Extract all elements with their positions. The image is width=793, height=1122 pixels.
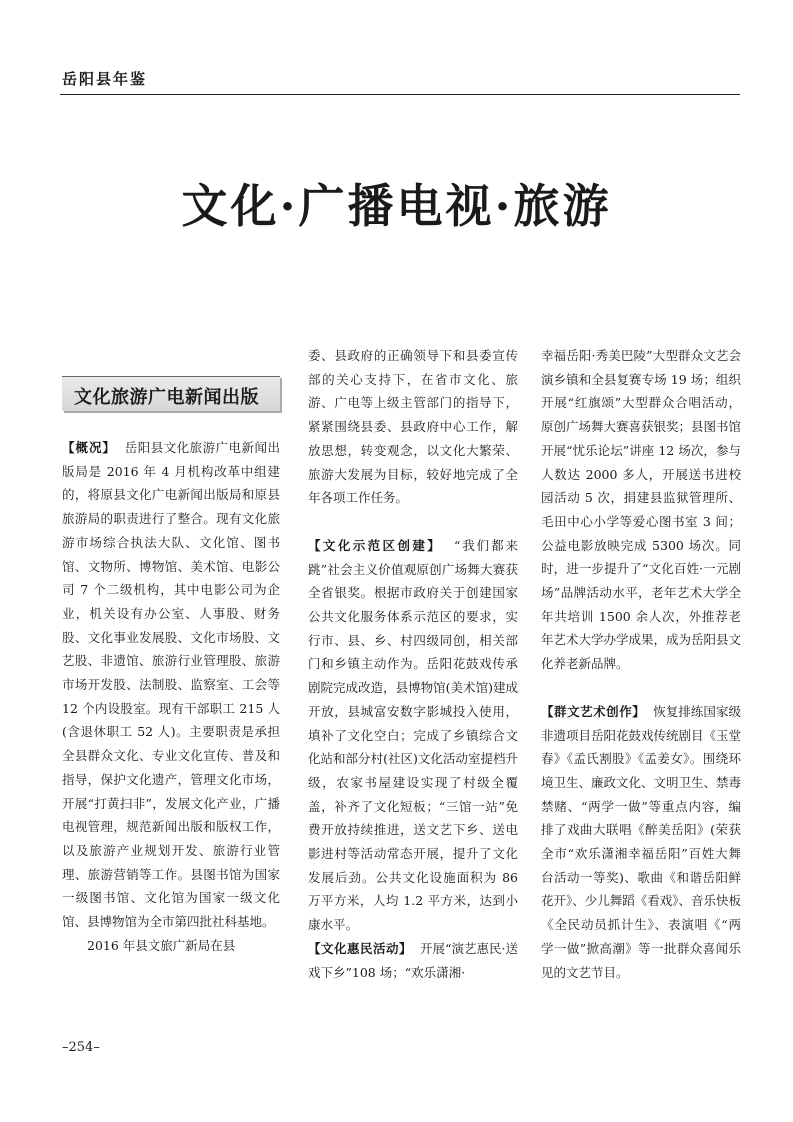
- chapter-title: 文化·广播电视·旅游: [181, 179, 612, 233]
- benefit-label: 【文化惠民活动】: [308, 940, 413, 956]
- benefit-paragraph: [308, 937, 518, 984]
- header-rule: [60, 94, 740, 95]
- demo-zone-label: 【文化示范区创建】: [308, 537, 443, 553]
- summary-paragraph-start: 2016 年县文旅广新局在县: [87, 937, 236, 953]
- page-number: –254–: [62, 1040, 100, 1055]
- art-creation-label: 【群文艺术创作】: [541, 703, 646, 719]
- section-banner: [62, 376, 280, 411]
- text-column-2: [308, 344, 518, 984]
- benefit-paragraph-cont: 幸福岳阳·秀美巴陵”大型群众文艺会演乡镇和全县复赛专场 19 场；组织开展“红旗颂”大型群众合唱活动，原创广场舞大赛喜获银奖；县图书馆开展“忧乐论坛”讲座 12 场次，参与人数达 2000 多人，开展送书进校园活动 5 次，捐建县监狱管理所、毛田中心小学等爱心图书室 3 间；公益电影放映完成 5300 场次。同时，进一步提升了“文化百姓·一元剧场”品牌活动水平，老年艺术大学全年共培训 1500 余人次，外推荐老年艺术大学办学成果，成为岳阳县文化养老新品牌。: [541, 348, 742, 672]
- overview-paragraph: [62, 436, 280, 934]
- benefit-text-start: 开展“演艺惠民·送戏下乡”108 场；“欢乐潇湘·: [308, 940, 518, 980]
- running-head: 岳阳县年鉴: [62, 70, 148, 88]
- summary-paragraph-cont: 委、县政府的正确领导下和县委宣传部的关心支持下，在省市文化、旅游、广电等上级主管部门的指导下，紧紧围绕县委、县政府中心工作，解放思想，转变观念，以文化大繁荣、旅游大发展为目标，较好地完成了全年各项工作任务。: [308, 348, 518, 506]
- demo-zone-paragraph: [308, 534, 518, 937]
- section-title: 文化旅游广电新闻出版: [74, 387, 259, 408]
- overview-label: 【概况】: [62, 440, 116, 455]
- art-creation-text: 恢复排练国家级非遗项目岳阳花鼓戏传统剧目《玉堂春》《孟氏割股》《孟姜女》。围绕环境卫生、廉政文化、文明卫生、禁毒禁赌、“两学一做”等重点内容，编排了戏曲大联唱《醉美岳阳》(荣获全市“欢乐潇湘幸福岳阳”百姓大舞台活动一等奖)、歌曲《和谐岳阳鲜花开》、少儿舞蹈《看戏》、音乐快板《全民动员抓计生》、表演唱《“两学一做”掀高潮》等一批群众喜闻乐见的文艺节目。: [541, 703, 742, 980]
- text-column-3: [541, 344, 741, 984]
- art-creation-paragraph: [541, 700, 741, 984]
- demo-zone-text: “我们都来跳”社会主义价值观原创广场舞大赛获全省银奖。根据市政府关于创建国家公共文化服务体系示范区的要求，实行市、县、乡、村四级同创，相关部门和乡镇主动作为。岳阳花鼓戏传承剧院完成改造，县博物馆(美术馆)建成开放，县城富安数字影城投入使用，填补了文化空白；完成了乡镇综合文化站和部分村(社区)文化活动室提档升级，农家书屋建设实现了村级全覆盖，补齐了文化短板；“三馆一站”免费开放持续推进，送文艺下乡、送电影进村等活动常态开展，提升了文化发展后劲。公共文化设施面积为 86 万平方米，人均 1.2 平方米，达到小康水平。: [308, 537, 518, 933]
- text-column-1: [62, 436, 280, 957]
- overview-text: 岳阳县文化旅游广电新闻出版局是 2016 年 4 月机构改革中组建的，将原县文化广电新闻出版局和原县旅游局的职责进行了整合。现有文化旅游市场综合执法大队、文化馆、图书馆、文物所、博物馆、美术馆、电影公司 7 个二级机构，其中电影公司为企业，机关设有办公室、人事股、财务股、文化事业发展股、文化市场股、文艺股、非遗馆、旅游行业管理股、旅游市场开发股、法制股、监察室、工会等 12 个内设股室。现有干部职工 215 人(含退休职工 52 人)。主要职责是承担全县群众文化、专业文化宣传、普及和指导，保护文化遗产，管理文化市场，开展“打黄扫非”，发展文化产业，广播电视管理，规范新闻出版和版权工作，以及旅游产业规划开发、旅游行业管理、旅游营销等工作。县图书馆为国家一级图书馆、文化馆为国家一级文化馆、县博物馆为全市第四批社科基地。: [62, 440, 280, 930]
